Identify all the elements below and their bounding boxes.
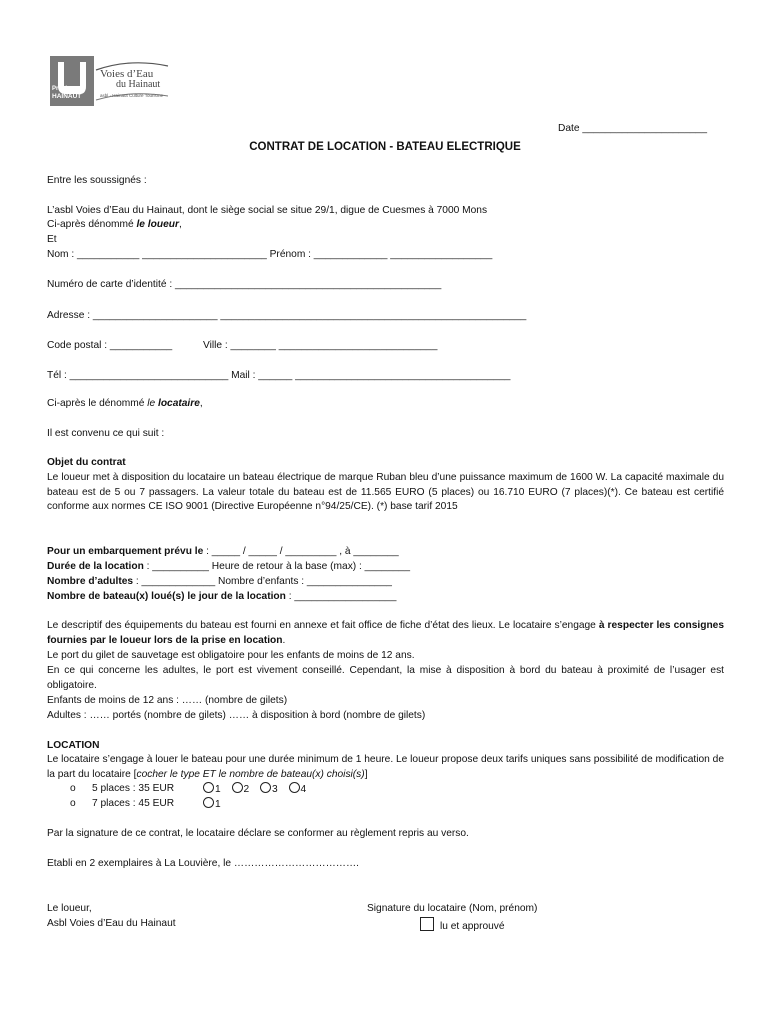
bullet-2: o [70, 798, 76, 809]
lu-approuve-row [420, 917, 505, 935]
equipment-line3: En ce qui concerne les adultes, le port est vivement conseillé. Cependant, la mise à disposition à bord du bateau à proximité de l’usager est obligatoire. [47, 665, 724, 691]
logo-brand-line2: du Hainaut [116, 79, 161, 90]
location-text-main: Le locataire s’engage à louer le bateau pour une durée minimum de 1 heure. Le loueur propose deux tarifs uniques sans possibilité de modification de la part du locataire [ [47, 754, 724, 780]
location-text-italic: cocher le type ET le nombre de bateau(x) choisi(s) [136, 768, 365, 780]
party1-line2 [47, 218, 182, 233]
loueur-line2: Asbl Voies d’Eau du Hainaut [47, 918, 176, 929]
booking-adultes [47, 575, 392, 590]
adultes-value: : _____________ Nombre d’enfants : _______________ [133, 576, 392, 587]
radio-circle-icon[interactable] [289, 782, 300, 793]
field-code-postal: Code postal : ___________ [47, 340, 173, 351]
objet-text: Le loueur met à disposition du locataire un bateau électrique de marque Ruban bleu d’une puissance maximum de 1600 W. La capacité maximale du bateau est de 5 ou 7 passagers. La valeur totale du bateau est de 11.565 EURO (5 places) ou 16.710 EURO (7 places)(*). Ce bateau est certifié conforme aux normes CE ISO 9001 (Directive Européenne n°94/25/CE). (*) base tarif 2015 [47, 472, 724, 513]
embarquement-label: Pour un embarquement prévu le [47, 546, 204, 557]
option1-choice-1[interactable]: 1 [203, 784, 221, 795]
equipment-text [47, 619, 724, 648]
party1-role: le loueur [136, 219, 179, 230]
signature-clause: Par la signature de ce contrat, le locataire déclare se conformer au règlement repris au verso. [47, 828, 469, 839]
location-heading: LOCATION [47, 740, 100, 751]
option2-choices [203, 797, 229, 813]
equipment-line4: Enfants de moins de 12 ans : …… (nombre de gilets) [47, 695, 288, 706]
bullet-1: o [70, 783, 76, 794]
radio-circle-icon[interactable] [203, 782, 214, 793]
equipment-line5: Adultes : …… portés (nombre de gilets) …… à disposition à bord (nombre de gilets) [47, 710, 426, 721]
equipment-text1: Le descriptif des équipements du bateau est fourni en annexe et fait office de fiche d’état des lieux. Le locataire s’engage [47, 620, 599, 631]
radio-circle-icon[interactable] [260, 782, 271, 793]
option1-choices [203, 782, 314, 798]
option1-choice-2[interactable]: 2 [232, 784, 250, 795]
field-carte-identite: Numéro de carte d’identité : _______________________________________________ [47, 279, 442, 290]
logo-brand-line1: Voies d’Eau [100, 68, 154, 80]
embarquement-value: : _____ / _____ / _________ , à ________ [203, 546, 399, 557]
logo-province-line1: Province de [52, 86, 87, 92]
intro-text: Entre les soussignés : [47, 175, 147, 186]
party1-line1: L’asbl Voies d’Eau du Hainaut, dont le siège social se situe 29/1, digue de Cuesmes à 7000 Mons [47, 205, 488, 216]
document-title: CONTRAT DE LOCATION - BATEAU ELECTRIQUE [249, 141, 521, 153]
duree-label: Durée de la location [47, 561, 144, 572]
booking-embarquement [47, 545, 399, 560]
booking-bateaux [47, 590, 396, 605]
booking-duree [47, 560, 410, 575]
equipment-text1-bold: à respecter les consignes fournies par le loueur lors de la prise en location [47, 620, 725, 646]
field-ville: Ville : ________ ____________________________ [203, 340, 438, 351]
party2-prefix: Ci-après le dénommé [47, 398, 148, 409]
party2-line [47, 397, 203, 412]
equipment-text1-end: . [282, 634, 286, 646]
logo-province-line2: HAINAUT [52, 93, 82, 100]
radio-circle-icon[interactable] [203, 797, 214, 808]
party1-suffix: , [178, 219, 182, 230]
location-text [47, 753, 724, 782]
field-nom: Nom : ___________ ______________________ Prénom : _____________ __________________ [47, 249, 493, 260]
bateaux-value: : __________________ [285, 591, 397, 602]
logo-tagline: asbl · Hainaut Culture Tourisme [100, 93, 163, 98]
objet-heading: Objet du contrat [47, 457, 126, 468]
equipment-line2: Le port du gilet de sauvetage est obligatoire pour les enfants de moins de 12 ans. [47, 650, 415, 661]
etabli-text: Etabli en 2 exemplaires à La Louvière, le ………………………………. [47, 858, 359, 869]
option1-label: 5 places : 35 EUR [92, 783, 175, 794]
party2-le: le [147, 398, 158, 409]
option1-choice-4[interactable]: 4 [289, 784, 307, 795]
location-text-end: ] [364, 768, 368, 780]
bateaux-label: Nombre de bateau(x) loué(s) le jour de la location [47, 591, 286, 602]
party1-prefix: Ci-après dénommé [47, 219, 137, 230]
option1-choice-3[interactable]: 3 [260, 784, 278, 795]
lu-approuve-checkbox[interactable] [420, 917, 434, 931]
option2-choice-1[interactable]: 1 [203, 799, 221, 810]
party2-role: locataire [157, 398, 200, 409]
party1-et: Et [47, 234, 57, 245]
adultes-label: Nombre d’adultes [47, 576, 134, 587]
locataire-signature-label: Signature du locataire (Nom, prénom) [367, 903, 538, 914]
field-adresse: Adresse : ______________________ ______________________________________________________ [47, 310, 527, 321]
field-tel-mail: Tél : ____________________________ Mail : ______ ______________________________________ [47, 370, 511, 381]
organization-logo [50, 56, 172, 106]
loueur-line1: Le loueur, [47, 903, 92, 914]
duree-value: : __________ Heure de retour à la base (max) : ________ [143, 561, 411, 572]
lu-approuve-label: lu et approuvé [440, 921, 505, 932]
party2-suffix: , [199, 398, 203, 409]
date-field: Date ______________________ [558, 123, 707, 134]
option2-label: 7 places : 45 EUR [92, 798, 175, 809]
radio-circle-icon[interactable] [232, 782, 243, 793]
convenu-text: Il est convenu ce qui suit : [47, 428, 165, 439]
